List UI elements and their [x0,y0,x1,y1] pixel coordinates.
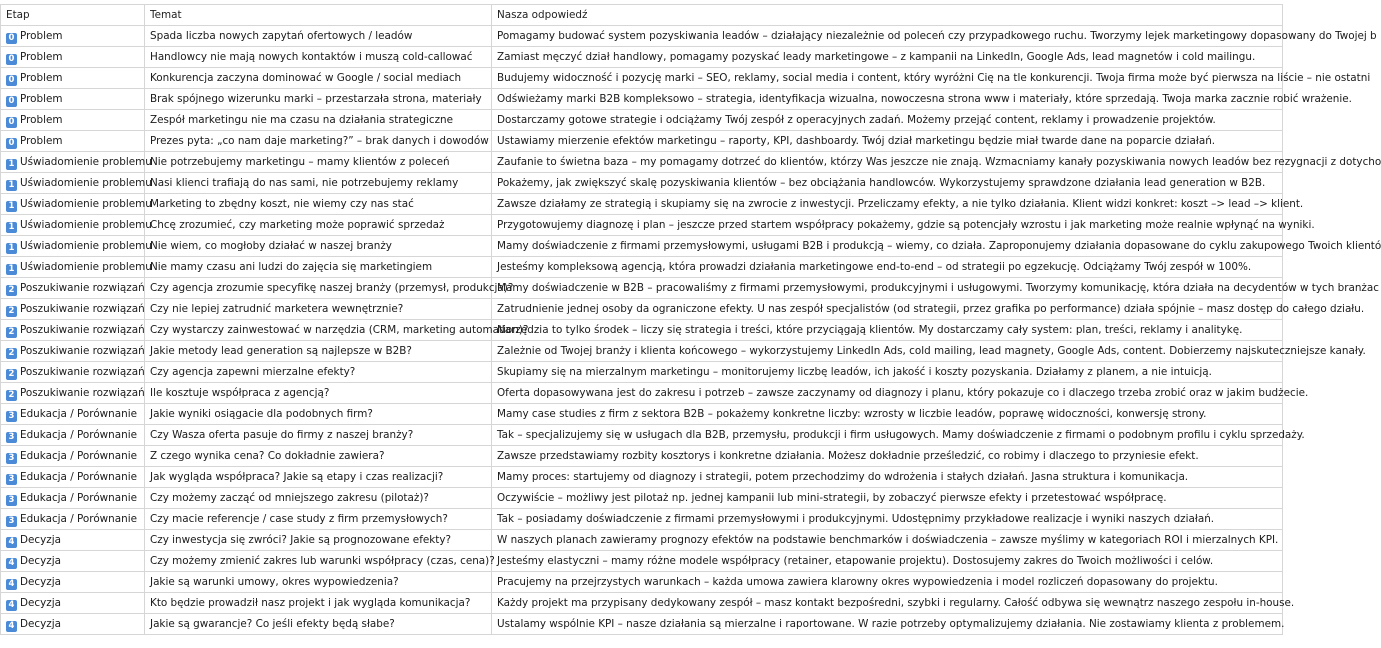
cell-answer[interactable]: Ustawiamy mierzenie efektów marketingu – raporty, KPI, dashboardy. Twój dział marketingu będzie miał twarde dane na poparcie działań. [492,131,1283,152]
cell-topic[interactable]: Brak spójnego wizerunku marki – przestarzała strona, materiały [145,89,492,110]
cell-topic[interactable]: Marketing to zbędny koszt, nie wiemy czy nas stać [145,194,492,215]
table-row[interactable] [1,194,1283,215]
stage-label: Poszukiwanie rozwiązań [20,303,145,315]
cell-topic[interactable]: Jakie są gwarancje? Co jeśli efekty będą słabe? [145,614,492,635]
stage-label: Problem [20,30,63,42]
cell-stage[interactable] [1,530,145,551]
cell-topic[interactable]: Zespół marketingu nie ma czasu na działania strategiczne [145,110,492,131]
cell-topic[interactable]: Jak wygląda współpraca? Jakie są etapy i czas realizacji? [145,467,492,488]
stage-label: Uświadomienie problemu [20,198,152,210]
stage-number-badge: 3 [6,432,17,443]
cell-stage[interactable] [1,572,145,593]
stage-number-badge: 4 [6,621,17,632]
faq-table [0,4,1381,635]
stage-label: Uświadomienie problemu [20,240,152,252]
table-row[interactable] [1,551,1283,572]
cell-stage[interactable] [1,131,145,152]
cell-answer[interactable]: W naszych planach zawieramy prognozy efektów na podstawie benchmarków i doświadczenia – zawsze myślimy w kategoriach ROI i mierzalnych KPI. [492,530,1283,551]
cell-stage[interactable] [1,614,145,635]
table-row[interactable] [1,152,1283,173]
stage-number-badge: 3 [6,411,17,422]
table-row[interactable] [1,467,1283,488]
cell-stage[interactable] [1,593,145,614]
stage-label: Uświadomienie problemu [20,156,152,168]
cell-topic[interactable]: Czy możemy zmienić zakres lub warunki współpracy (czas, cena)? [145,551,492,572]
cell-stage[interactable] [1,68,145,89]
cell-answer[interactable]: Jesteśmy kompleksową agencją, która prowadzi działania marketingowe end-to-end – od strategii po egzekucję. Odciążamy Twój zespół w 100%. [492,257,1283,278]
stage-label: Uświadomienie problemu [20,261,152,273]
faq-table-container [0,4,1381,635]
cell-stage[interactable] [1,467,145,488]
stage-label: Problem [20,93,63,105]
stage-label: Poszukiwanie rozwiązań [20,324,145,336]
stage-number-badge: 2 [6,285,17,296]
cell-stage[interactable] [1,299,145,320]
cell-stage[interactable] [1,383,145,404]
cell-topic[interactable]: Czy Wasza oferta pasuje do firmy z naszej branży? [145,425,492,446]
table-row[interactable] [1,362,1283,383]
stage-number-badge: 3 [6,516,17,527]
cell-answer[interactable]: Dostarczamy gotowe strategie i odciążamy Twój zespół z operacyjnych zadań. Możemy przejąć content, reklamy i prowadzenie projektów. [492,110,1283,131]
stage-label: Problem [20,51,63,63]
cell-answer[interactable]: Budujemy widoczność i pozycję marki – SEO, reklamy, social media i content, który wyróżni Cię na tle konkurencji. Twoja firma może być pierwsza na liście – nie ostatni [492,68,1283,89]
stage-label: Poszukiwanie rozwiązań [20,345,145,357]
stage-number-badge: 0 [6,117,17,128]
table-row[interactable] [1,341,1283,362]
cell-topic[interactable]: Jakie metody lead generation są najlepsze w B2B? [145,341,492,362]
cell-topic[interactable]: Nie wiem, co mogłoby działać w naszej branży [145,236,492,257]
cell-stage[interactable] [1,551,145,572]
stage-number-badge: 0 [6,33,17,44]
cell-answer[interactable]: Mamy case studies z firm z sektora B2B – pokażemy konkretne liczby: wzrosty w liczbie leadów, poprawę widoczności, konwersję strony. [492,404,1283,425]
cell-topic[interactable]: Ile kosztuje współpraca z agencją? [145,383,492,404]
table-row[interactable] [1,488,1283,509]
cell-topic[interactable]: Z czego wynika cena? Co dokładnie zawiera? [145,446,492,467]
stage-number-badge: 0 [6,96,17,107]
stage-number-badge: 0 [6,75,17,86]
cell-answer[interactable]: Mamy doświadczenie z firmami przemysłowymi, usługami B2B i produkcją – wiemy, co działa. Zaproponujemy działania dopasowane do cyklu zakupowego Twoich klientó [492,236,1283,257]
stage-label: Decyzja [20,576,61,588]
cell-answer[interactable]: Zamiast męczyć dział handlowy, pomagamy pozyskać leady marketingowe – z kampanii na LinkedIn, Google Ads, lead magnetów i cold mailingu. [492,47,1283,68]
stage-label: Uświadomienie problemu [20,177,152,189]
cell-topic[interactable]: Nasi klienci trafiają do nas sami, nie potrzebujemy reklamy [145,173,492,194]
cell-answer[interactable]: Pomagamy budować system pozyskiwania leadów – działający niezależnie od poleceń czy przypadkowego ruchu. Tworzymy lejek marketingowy dopasowany do Twojej b [492,26,1283,47]
stage-number-badge: 1 [6,159,17,170]
cell-topic[interactable]: Czy inwestycja się zwróci? Jakie są prognozowane efekty? [145,530,492,551]
table-row[interactable] [1,278,1283,299]
cell-answer[interactable]: Przygotowujemy diagnozę i plan – jeszcze przed startem współpracy pokażemy, gdzie są potencjały wzrostu i jak marketing może realnie wpłynąć na wyniki. [492,215,1283,236]
cell-stage[interactable] [1,26,145,47]
stage-label: Edukacja / Porównanie [20,429,137,441]
cell-answer[interactable]: Zatrudnienie jednej osoby da ograniczone efekty. U nas zespół specjalistów (od strategii, przez grafika po performance) działa spójnie – masz dostęp do całego działu. [492,299,1283,320]
table-row[interactable] [1,530,1283,551]
cell-topic[interactable]: Czy wystarczy zainwestować w narzędzia (CRM, marketing automation)? [145,320,492,341]
stage-number-badge: 4 [6,537,17,548]
table-row[interactable] [1,614,1283,635]
cell-answer[interactable]: Zaufanie to świetna baza – my pomagamy dotrzeć do klientów, którzy Was jeszcze nie znają. Wzmacniamy kanały pozyskiwania nowych leadów bez rezygnacji z dotycho [492,152,1283,173]
stage-label: Edukacja / Porównanie [20,471,137,483]
table-row[interactable] [1,593,1283,614]
stage-number-badge: 1 [6,180,17,191]
cell-stage[interactable] [1,194,152,215]
cell-topic[interactable]: Prezes pyta: „co nam daje marketing?” – brak danych i dowodów [145,131,492,152]
stage-label: Problem [20,114,63,126]
table-row[interactable] [1,509,1283,530]
cell-topic[interactable]: Handlowcy nie mają nowych kontaktów i muszą cold-callować [145,47,492,68]
stage-label: Decyzja [20,597,61,609]
cell-answer[interactable]: Narzędzia to tylko środek – liczy się strategia i treści, które przyciągają klientów. My dostarczamy cały system: plan, treści, reklamy i analitykę. [492,320,1283,341]
stage-label: Poszukiwanie rozwiązań [20,387,145,399]
cell-stage[interactable] [1,89,145,110]
cell-answer[interactable]: Pracujemy na przejrzystych warunkach – każda umowa zawiera klarowny okres wypowiedzenia i model rozliczeń dopasowany do projektu. [492,572,1283,593]
cell-answer[interactable]: Zawsze działamy ze strategią i skupiamy się na zwrocie z inwestycji. Przeliczamy efekty, a nie tylko działania. Klient widzi konkret: koszt –> lead –> klient. [492,194,1283,215]
cell-answer[interactable]: Odświeżamy marki B2B kompleksowo – strategia, identyfikacja wizualna, nowoczesna strona www i materiały, które sprzedają. Twoja marka zacznie robić wrażenie. [492,89,1283,110]
stage-number-badge: 4 [6,579,17,590]
table-row[interactable] [1,110,1283,131]
cell-stage[interactable] [1,152,152,173]
cell-answer[interactable]: Zależnie od Twojej branży i klienta końcowego – wykorzystujemy LinkedIn Ads, cold mailing, lead magnety, Google Ads, content. Dobierzemy najskuteczniejsze kanały. [492,341,1283,362]
stage-number-badge: 3 [6,495,17,506]
cell-topic[interactable]: Czy nie lepiej zatrudnić marketera wewnętrznie? [145,299,492,320]
table-row[interactable] [1,257,1283,278]
cell-topic[interactable]: Jakie wyniki osiągacie dla podobnych firm? [145,404,492,425]
table-row[interactable] [1,173,1283,194]
header-row [1,5,1283,26]
stage-number-badge: 2 [6,306,17,317]
stage-number-badge: 2 [6,390,17,401]
header-topic[interactable]: Temat [145,5,492,26]
cell-topic[interactable]: Nie mamy czasu ani ludzi do zajęcia się marketingiem [145,257,492,278]
cell-answer[interactable]: Pokażemy, jak zwiększyć skalę pozyskiwania klientów – bez obciążania handlowców. Wykorzystujemy sprawdzone działania lead generation w B2B. [492,173,1283,194]
stage-number-badge: 1 [6,264,17,275]
stage-label: Decyzja [20,534,61,546]
cell-stage[interactable] [1,341,145,362]
cell-stage[interactable] [1,236,152,257]
cell-answer[interactable]: Mamy proces: startujemy od diagnozy i strategii, potem przechodzimy do wdrożenia i stałych działań. Jasna struktura i komunikacja. [492,467,1283,488]
stage-number-badge: 0 [6,138,17,149]
stage-number-badge: 2 [6,348,17,359]
stage-number-badge: 3 [6,453,17,464]
stage-label: Problem [20,72,63,84]
stage-number-badge: 2 [6,369,17,380]
stage-number-badge: 2 [6,327,17,338]
table-row[interactable] [1,215,1283,236]
stage-number-badge: 1 [6,222,17,233]
table-row[interactable] [1,236,1283,257]
stage-label: Poszukiwanie rozwiązań [20,282,145,294]
cell-answer[interactable]: Zawsze przedstawiamy rozbity kosztorys i konkretne działania. Możesz dokładnie prześledzić, co robimy i dlaczego to przyniesie efekt. [492,446,1283,467]
cell-topic[interactable]: Nie potrzebujemy marketingu – mamy klientów z poleceń [145,152,492,173]
cell-answer[interactable]: Mamy doświadczenie w B2B – pracowaliśmy z firmami przemysłowymi, produkcyjnymi i usługowymi. Tworzymy komunikację, która działa na decydentów w tych branżac [492,278,1283,299]
table-row[interactable] [1,131,1283,152]
stage-label: Edukacja / Porównanie [20,492,137,504]
stage-label: Problem [20,135,63,147]
cell-answer[interactable]: Każdy projekt ma przypisany dedykowany zespół – masz kontakt bezpośredni, szybki i regularny. Całość odbywa się wewnątrz naszego zespołu in-house. [492,593,1283,614]
cell-answer[interactable]: Oczywiście – możliwy jest pilotaż np. jednej kampanii lub mini-strategii, by zobaczyć pierwsze efekty i przetestować współpracę. [492,488,1283,509]
cell-stage[interactable] [1,320,145,341]
table-row[interactable] [1,299,1283,320]
cell-topic[interactable]: Konkurencja zaczyna dominować w Google / social mediach [145,68,492,89]
table-row[interactable] [1,404,1283,425]
cell-answer[interactable]: Jesteśmy elastyczni – mamy różne modele współpracy (retainer, etapowanie projektu). Dostosujemy zakres do Twoich możliwości i celów. [492,551,1283,572]
table-row[interactable] [1,320,1283,341]
cell-topic[interactable]: Czy możemy zacząć od mniejszego zakresu (pilotaż)? [145,488,492,509]
cell-answer[interactable]: Oferta dopasowywana jest do zakresu i potrzeb – zawsze zaczynamy od diagnozy i planu, który pokazuje co i dlaczego trzeba zrobić oraz w jakim budżecie. [492,383,1283,404]
header-answer[interactable]: Nasza odpowiedź [492,5,1283,26]
cell-answer[interactable]: Tak – posiadamy doświadczenie z firmami przemysłowymi i produkcyjnymi. Udostępnimy przykładowe realizacje i wyniki naszych działań. [492,509,1283,530]
cell-stage[interactable] [1,404,145,425]
cell-stage[interactable] [1,446,145,467]
stage-number-badge: 1 [6,243,17,254]
stage-label: Decyzja [20,618,61,630]
stage-label: Edukacja / Porównanie [20,408,137,420]
stage-label: Decyzja [20,555,61,567]
cell-stage[interactable] [1,278,145,299]
cell-topic[interactable]: Czy agencja zapewni mierzalne efekty? [145,362,492,383]
stage-number-badge: 0 [6,54,17,65]
table-row[interactable] [1,425,1283,446]
cell-topic[interactable]: Chcę zrozumieć, czy marketing może poprawić sprzedaż [145,215,492,236]
cell-stage[interactable] [1,488,145,509]
table-body [1,26,1381,635]
cell-topic[interactable]: Czy agencja zrozumie specyfikę naszej branży (przemysł, produkcja)? [145,278,492,299]
table-row[interactable] [1,89,1283,110]
cell-answer[interactable]: Tak – specjalizujemy się w usługach dla B2B, przemysłu, produkcji i firm usługowych. Mamy doświadczenie z firmami o podobnym profilu i cyklu sprzedaży. [492,425,1283,446]
stage-number-badge: 4 [6,558,17,569]
cell-stage[interactable] [1,215,152,236]
stage-label: Edukacja / Porównanie [20,513,137,525]
cell-topic[interactable]: Spada liczba nowych zapytań ofertowych / leadów [145,26,492,47]
table-row[interactable] [1,446,1283,467]
table-row[interactable] [1,572,1283,593]
cell-stage[interactable] [1,362,145,383]
stage-label: Poszukiwanie rozwiązań [20,366,145,378]
cell-answer[interactable]: Ustalamy wspólnie KPI – nasze działania są mierzalne i raportowane. W razie potrzeby optymalizujemy działania. Nie zostawiamy klienta z problemem. [492,614,1283,635]
cell-topic[interactable]: Kto będzie prowadził nasz projekt i jak wygląda komunikacja? [145,593,492,614]
stage-number-badge: 1 [6,201,17,212]
cell-topic[interactable]: Jakie są warunki umowy, okres wypowiedzenia? [145,572,492,593]
table-row[interactable] [1,68,1283,89]
cell-stage[interactable] [1,425,145,446]
cell-stage[interactable] [1,509,145,530]
header-stage[interactable]: Etap [1,5,145,26]
stage-number-badge: 4 [6,600,17,611]
cell-stage[interactable] [1,47,145,68]
cell-stage[interactable] [1,173,152,194]
stage-label: Edukacja / Porównanie [20,450,137,462]
table-row[interactable] [1,26,1283,47]
table-row[interactable] [1,383,1283,404]
stage-number-badge: 3 [6,474,17,485]
table-row[interactable] [1,47,1283,68]
cell-stage[interactable] [1,257,152,278]
cell-stage[interactable] [1,110,145,131]
stage-label: Uświadomienie problemu [20,219,152,231]
cell-answer[interactable]: Skupiamy się na mierzalnym marketingu – monitorujemy liczbę leadów, ich jakość i koszty pozyskania. Działamy z planem, a nie intuicją. [492,362,1283,383]
cell-topic[interactable]: Czy macie referencje / case study z firm przemysłowych? [145,509,492,530]
